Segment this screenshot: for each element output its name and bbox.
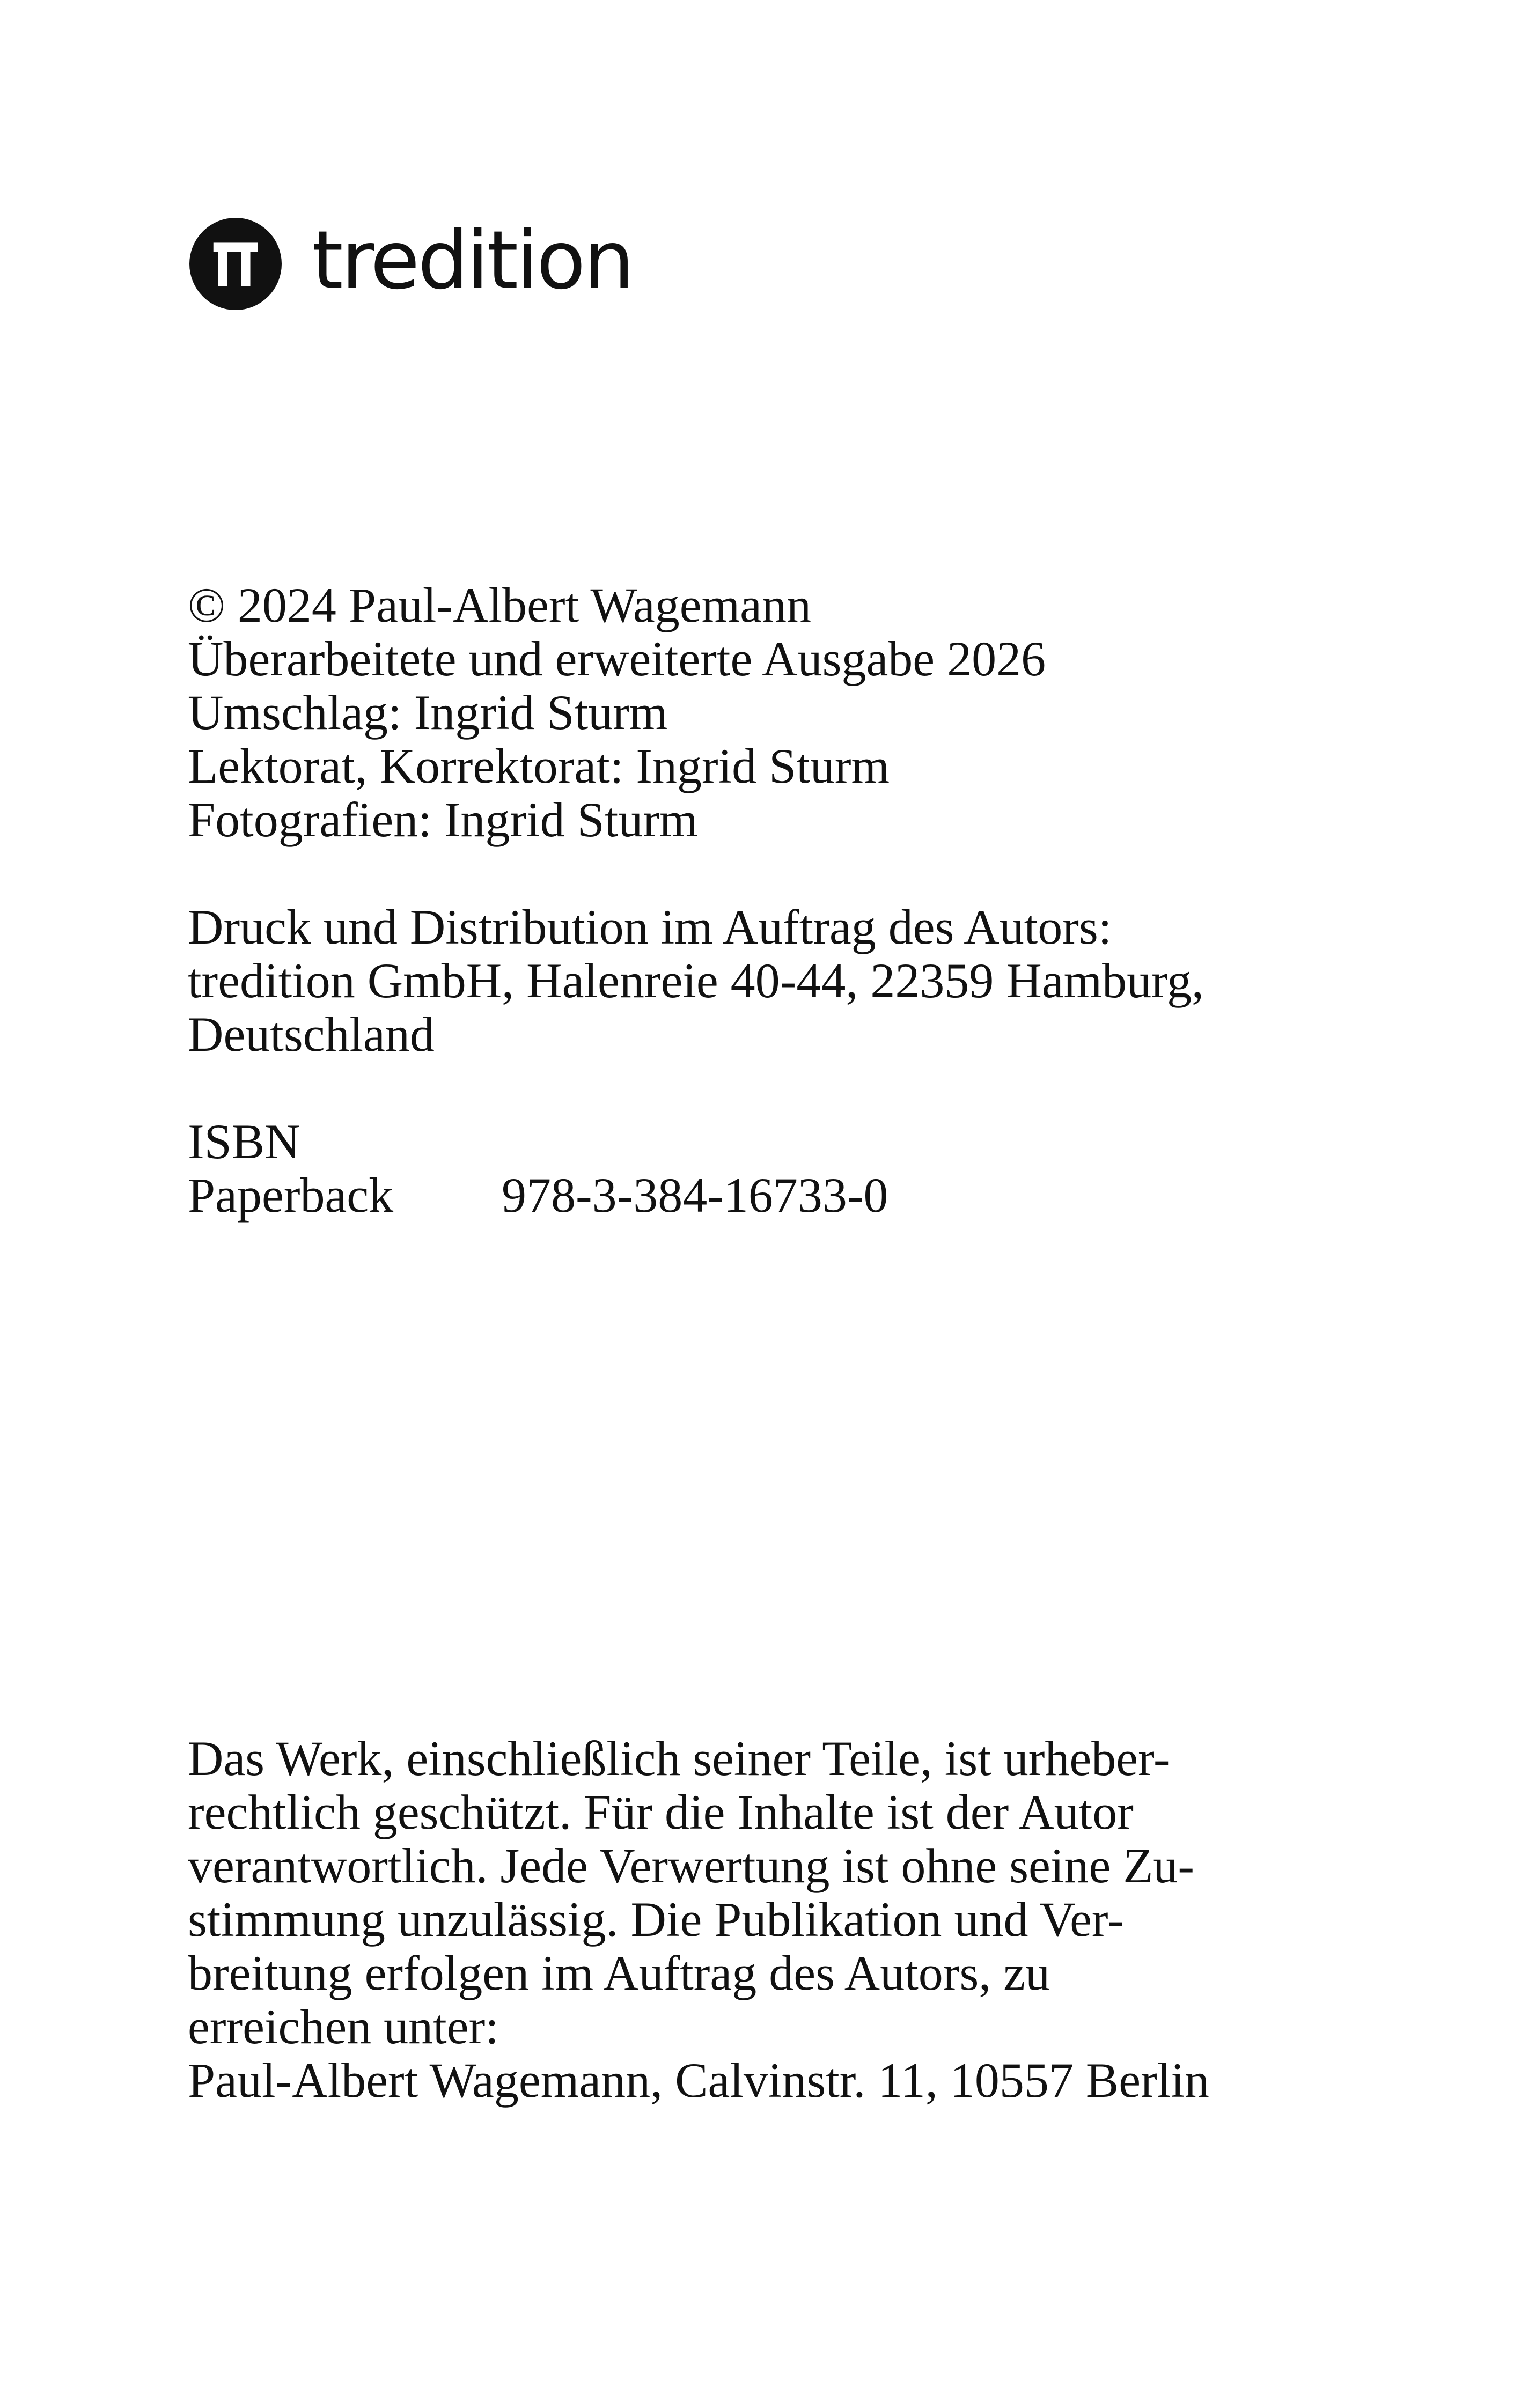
printer-line: Druck und Distribution im Auftrag des Autors: <box>188 900 1112 954</box>
rights-notice <box>188 1732 1209 2107</box>
copyright-line: © 2024 Paul-Albert Wagemann <box>188 578 811 632</box>
rights-line: rechtlich geschützt. Für die Inhalte ist der Autor <box>188 1785 1134 1839</box>
rights-line: stimmung unzulässig. Die Publikation und Ver- <box>188 1892 1124 1947</box>
isbn-block <box>188 1115 888 1222</box>
printer-line: tredition GmbH, Halenreie 40-44, 22359 Hamburg, <box>188 953 1204 1008</box>
printer-line: Deutschland <box>188 1007 435 1062</box>
photo-credit-line: Fotografien: Ingrid Sturm <box>188 792 698 847</box>
author-address-line: Paul-Albert Wagemann, Calvinstr. 11, 10557 Berlin <box>188 2053 1209 2108</box>
edition-line: Überarbeitete und erweiterte Ausgabe 2026 <box>188 631 1046 686</box>
isbn-row <box>188 1168 888 1222</box>
publisher-logo <box>189 214 633 310</box>
rights-line: erreichen unter: <box>188 1999 499 2054</box>
rights-line: Das Werk, einschließlich seiner Teile, ist urheber- <box>188 1731 1170 1786</box>
tredition-t-logo-icon <box>189 218 282 310</box>
credits-block <box>188 578 1046 846</box>
isbn-number: 978-3-384-16733-0 <box>502 1168 888 1223</box>
isbn-format-label: Paperback <box>188 1168 394 1223</box>
editing-credit-line: Lektorat, Korrektorat: Ingrid Sturm <box>188 739 890 793</box>
publisher-logo-text: tredition <box>312 214 633 307</box>
rights-line: breitung erfolgen im Auftrag des Autors, zu <box>188 1946 1050 2000</box>
rights-line: verantwortlich. Jede Verwertung ist ohne seine Zu- <box>188 1838 1195 1893</box>
cover-credit-line: Umschlag: Ingrid Sturm <box>188 685 668 740</box>
isbn-heading: ISBN <box>188 1114 300 1169</box>
printer-block <box>188 900 1204 1061</box>
